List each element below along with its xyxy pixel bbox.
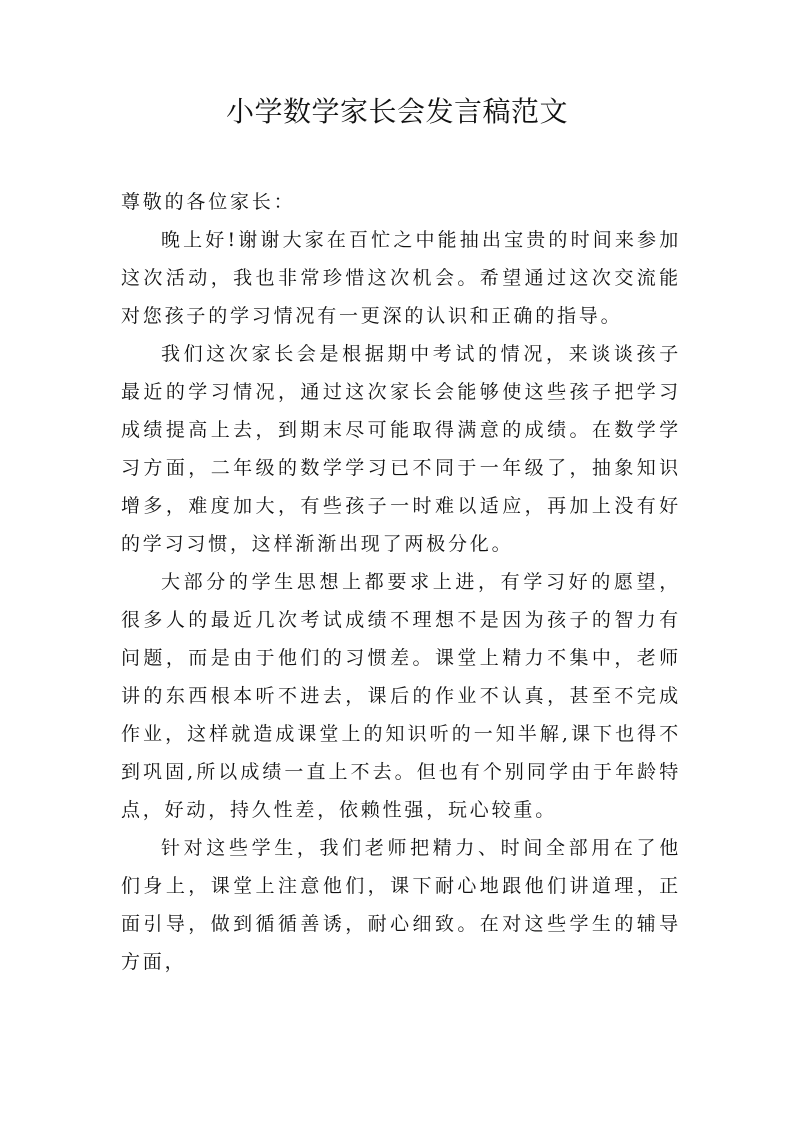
paragraph-teacher-approach: 针对这些学生，我们老师把精力、时间全部用在了他们身上，课堂上注意他们，课下耐心地跟他们讲道理，正面引导，做到循循善诱，耐心细致。在对这些学生的辅导方面， (121, 837, 681, 973)
paragraph-midterm-overview: 我们这次家长会是根据期中考试的情况，来谈谈孩子最近的学习情况，通过这次家长会能够使这些孩子把学习成绩提高上去，到期末尽可能取得满意的成绩。在数学学习方面，二年级的数学学习已不同于一年级了，抽象知识增多，难度加大，有些孩子一时难以适应，再加上没有好的学习习惯，这样渐渐出现了两极分化。 (121, 343, 681, 555)
document-title: 小学数学家长会发言稿范文 (225, 95, 568, 128)
paragraph-greeting: 晚上好!谢谢大家在百忙之中能抽出宝贵的时间来参加这次活动，我也非常珍惜这次机会。希望通过这次交流能对您孩子的学习情况有一更深的认识和正确的指导。 (121, 229, 681, 327)
paragraph-study-habits: 大部分的学生思想上都要求上进，有学习好的愿望，很多人的最近几次考试成绩不理想不是因为孩子的智力有问题，而是由于他们的习惯差。课堂上精力不集中，老师讲的东西根本听不进去，课后的作业不认真，甚至不完成作业，这样就造成课堂上的知识听的一知半解,课下也得不到巩固,所以成绩一直上不去。但也有个别同学由于年龄特点，好动，持久性差，依赖性强，玩心较重。 (121, 571, 681, 821)
document-body (121, 183, 681, 981)
salutation: 尊敬的各位家长： (121, 191, 296, 213)
